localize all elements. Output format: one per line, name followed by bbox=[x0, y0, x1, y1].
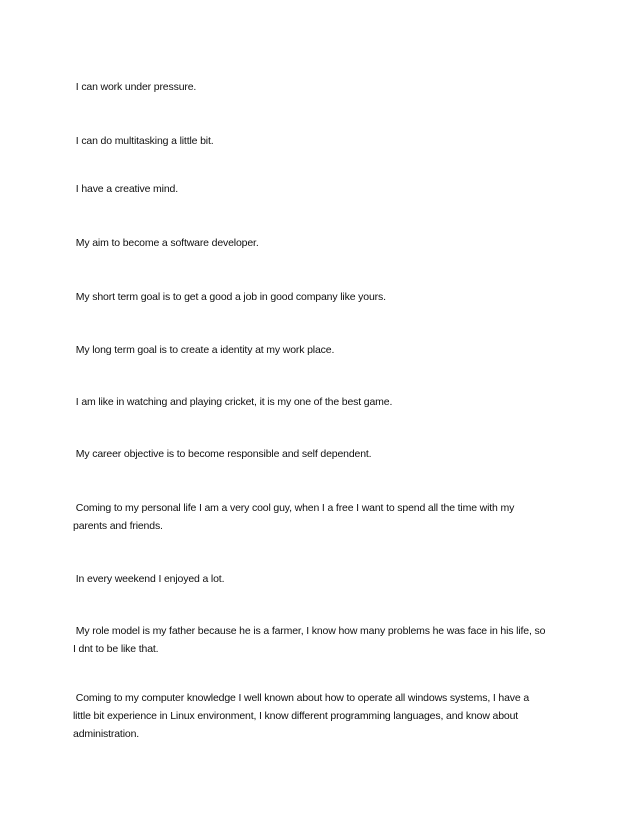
paragraph-multitasking: I can do multitasking a little bit. bbox=[73, 135, 214, 147]
paragraph-role-model: My role model is my father because he is a farmer, I know how many problems he was face in his life, so I dnt to be like that. bbox=[73, 625, 546, 655]
paragraph-career-objective: My career objective is to become responsible and self dependent. bbox=[73, 448, 372, 460]
paragraph-personal-life: Coming to my personal life I am a very cool guy, when I a free I want to spend all the time with my parents and friends. bbox=[73, 502, 515, 532]
paragraph-creative-mind: I have a creative mind. bbox=[73, 183, 178, 195]
paragraph-weekend: In every weekend I enjoyed a lot. bbox=[73, 573, 225, 585]
paragraph-aim: My aim to become a software developer. bbox=[73, 237, 259, 249]
paragraph-short-term-goal: My short term goal is to get a good a job in good company like yours. bbox=[73, 291, 386, 303]
paragraph-hobbies: I am like in watching and playing cricket, it is my one of the best game. bbox=[73, 396, 393, 408]
paragraph-long-term-goal: My long term goal is to create a identity at my work place. bbox=[73, 344, 335, 356]
paragraph-computer-knowledge: Coming to my computer knowledge I well known about how to operate all windows systems, I have a little bit experience in Linux environment, I know different programming languages, and know about administration. bbox=[73, 692, 530, 740]
paragraph-work-under-pressure: I can work under pressure. bbox=[73, 81, 197, 93]
